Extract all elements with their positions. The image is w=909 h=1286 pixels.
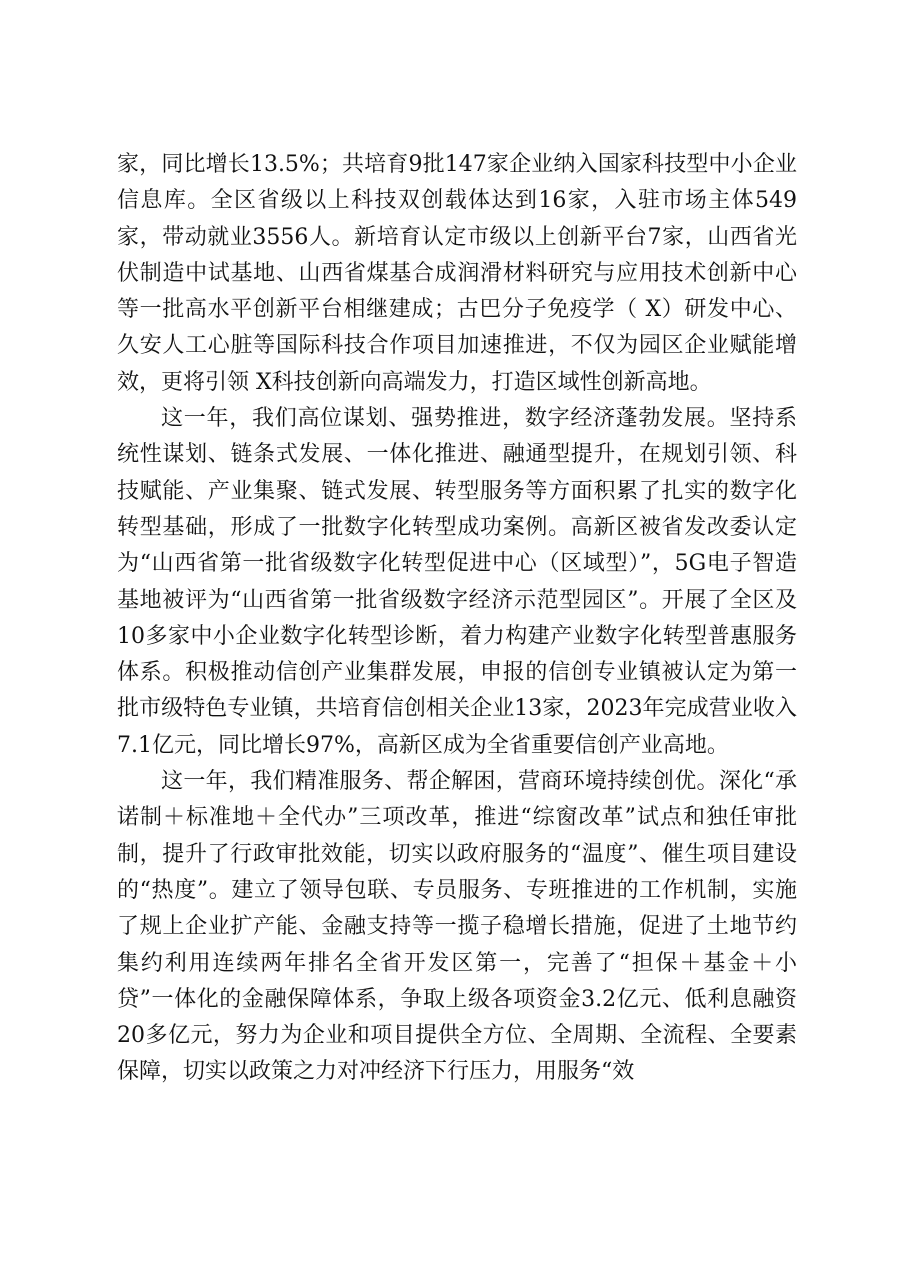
body-text: [117, 147, 797, 1091]
paragraph-1: 家，同比增长13.5%；共培育9批147家企业纳入国家科技型中小企业信息库。全区省级以上科技双创载体达到16家，入驻市场主体549家，带动就业3556人。新培育认定市级以上创新平台7家，山西省光伏制造中试基地、山西省煤基合成润滑材料研究与应用技术创新中心等一批高水平创新平台相继建成；古巴分子免疫学（ X）研发中心、久安人工心脏等国际科技合作项目加速推进，不仅为园区企业赋能增效，更将引领 X科技创新向高端发力，打造区域性创新高地。: [117, 152, 797, 395]
paragraph-3: 这一年，我们精准服务、帮企解困，营商环境持续创优。深化“承诺制＋标准地＋全代办”三项改革，推进“综窗改革”试点和独任审批制，提升了行政审批效能，切实以政府服务的“温度”、催生项目建设的“热度”。建立了领导包联、专员服务、专班推进的工作机制，实施了规上企业扩产能、金融支持等一揽子稳增长措施，促进了土地节约集约利用连续两年排名全省开发区第一，完善了“担保＋基金＋小贷”一体化的金融保障体系，争取上级各项资金3.2亿元、低利息融资20多亿元，努力为企业和项目提供全方位、全周期、全流程、全要素保障，切实以政策之力对冲经济下行压力，用服务“效: [117, 769, 797, 1085]
paragraph-2: 这一年，我们高位谋划、强势推进，数字经济蓬勃发展。坚持系统性谋划、链条式发展、一体化推进、融通型提升，在规划引领、科技赋能、产业集聚、链式发展、转型服务等方面积累了扎实的数字化转型基础，形成了一批数字化转型成功案例。高新区被省发改委认定为“山西省第一批省级数字化转型促进中心（区域型）”，5G电子智造基地被评为“山西省第一批省级数字经济示范型园区”。开展了全区及10多家中小企业数字化转型诊断，着力构建产业数字化转型普惠服务体系。积极推动信创产业集群发展，申报的信创专业镇被认定为第一批市级特色专业镇，共培育信创相关企业13家，2023年完成营业收入7.1亿元，同比增长97%，高新区成为全省重要信创产业高地。: [117, 406, 797, 758]
